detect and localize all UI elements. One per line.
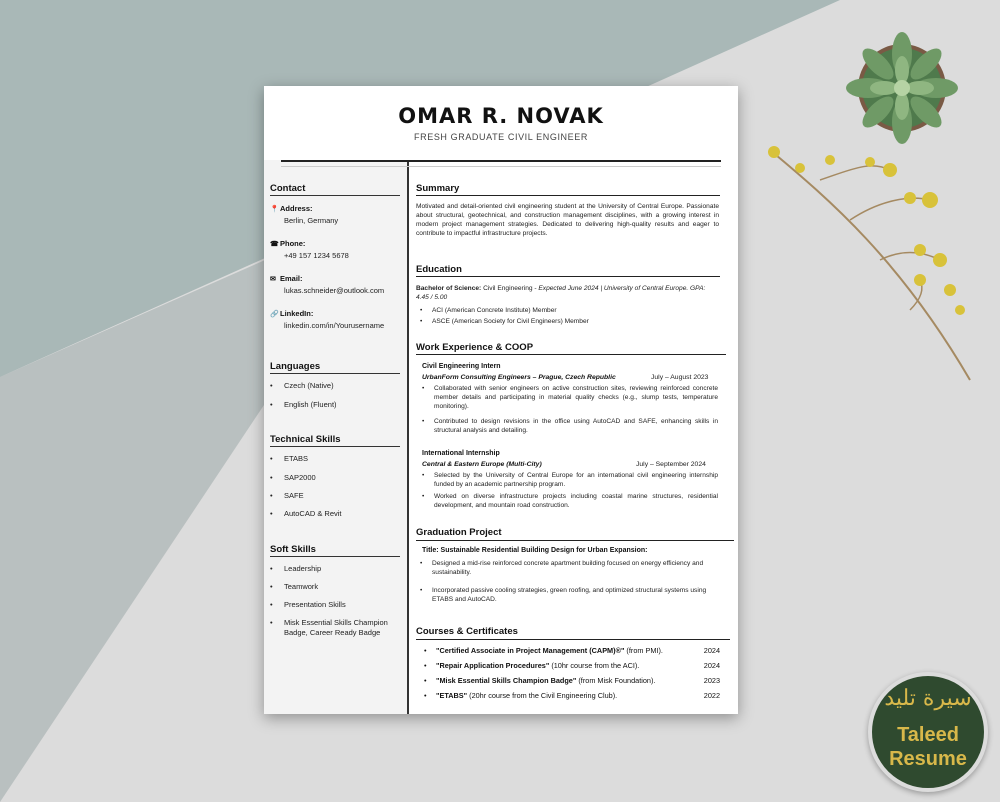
summary-heading: Summary: [416, 183, 460, 194]
email-value: lukas.schneider@outlook.com: [284, 286, 385, 295]
technical-skills-heading: Technical Skills: [270, 434, 341, 445]
map-pin-icon: 📍: [270, 206, 279, 213]
address-label: 📍Address:: [270, 204, 313, 213]
course-item: • "Misk Essential Skills Champion Badge" (from Misk Foundation). 2023: [424, 676, 720, 685]
resume-subtitle: FRESH GRADUATE CIVIL ENGINEER: [414, 132, 588, 142]
job-dates: July – September 2024: [636, 461, 706, 468]
education-heading: Education: [416, 264, 462, 275]
soft-skill-item: • Presentation Skills: [270, 600, 346, 609]
soft-skill-item: • Teamwork: [270, 582, 319, 591]
address-value: Berlin, Germany: [284, 216, 339, 225]
job-title: International Internship: [422, 450, 500, 457]
job-company: Central & Eastern Europe (Multi-City): [422, 461, 542, 468]
job-bullet: • Worked on diverse infrastructure projects including coastal marine structures, residential development, and mountain road construction.: [422, 493, 718, 509]
header-rule: [281, 160, 721, 162]
education-degree: Bachelor of Science: Civil Engineering - Expected June 2024 | University of Central Europe. GPA: 4.45 / 5.00: [416, 285, 706, 301]
logo-text-line2: Resume: [889, 748, 967, 770]
project-title: Title: Sustainable Residential Building Design for Urban Expansion:: [422, 547, 648, 554]
soft-rule: [270, 556, 400, 557]
course-item: • "Repair Application Procedures" (10hr course from the ACI). 2024: [424, 661, 720, 670]
project-bullet: • Designed a mid-rise reinforced concrete apartment building focused on energy efficiency and sustainability.: [420, 560, 704, 576]
soft-skill-item: • Misk Essential Skills Champion Badge, Career Ready Badge: [270, 618, 388, 637]
summary-text: Motivated and detail-oriented civil engineering student at the University of Central Europe. Passionate about structural, geotechnical, and construction management disciplines, with a growing interest in modern project management strategies. Dedicated to delivering high-quality results and eager to contribute to impactful infrastructure projects.: [416, 203, 719, 237]
course-item: • "Certified Associate in Project Management (CAPM)®" (from PMI). 2024: [424, 646, 720, 655]
vertical-divider: [407, 160, 409, 714]
succulent-plant-image: [842, 28, 962, 148]
summary-rule: [416, 195, 720, 196]
graduation-project-heading: Graduation Project: [416, 527, 502, 538]
header-rule-light: [281, 166, 721, 167]
courses-rule: [416, 639, 730, 640]
technical-skill-item: • SAFE: [270, 491, 304, 500]
envelope-icon: ✉: [270, 276, 276, 283]
project-bullet: • Incorporated passive cooling strategies, green roofing, and optimized structural systems using ETABS and AutoCAD.: [420, 587, 707, 603]
logo-text-line1: Taleed: [897, 724, 959, 746]
technical-skill-item: • ETABS: [270, 454, 309, 463]
language-item: • Czech (Native): [270, 381, 334, 390]
work-heading: Work Experience & COOP: [416, 342, 534, 353]
education-item: • ACI (American Concrete Institute) Member: [420, 307, 557, 314]
linkedin-value[interactable]: linkedin.com/in/Yourusername: [284, 321, 385, 330]
soft-skill-item: • Leadership: [270, 564, 322, 573]
resume-page: [264, 86, 738, 714]
phone-value: +49 157 1234 5678: [284, 251, 349, 260]
language-item: • English (Fluent): [270, 400, 337, 409]
soft-skills-heading: Soft Skills: [270, 544, 316, 555]
work-rule: [416, 354, 726, 355]
job-bullet: • Contributed to design revisions in the office using AutoCAD and SAFE, enhancing skills in structural analysis and detailing.: [422, 418, 718, 434]
phone-label: ☎Phone:: [270, 239, 306, 248]
languages-rule: [270, 373, 400, 374]
technical-skill-item: • AutoCAD & Revit: [270, 509, 342, 518]
linkedin-label: 🔗LinkedIn:: [270, 309, 314, 318]
phone-icon: ☎: [270, 241, 279, 248]
job-company: UrbanForm Consulting Engineers – Prague, Czech Republic: [422, 374, 616, 381]
course-item: • "ETABS" (20hr course from the Civil Engineering Club). 2022: [424, 691, 720, 700]
logo-arabic-text: سيرة تليد: [884, 686, 972, 711]
job-bullet: • Selected by the University of Central Europe for an international civil engineering internship funded by an academic partnership program.: [422, 472, 718, 488]
job-title: Civil Engineering Intern: [422, 363, 501, 370]
education-item: • ASCE (American Society for Civil Engineers) Member: [420, 318, 589, 325]
link-icon: 🔗: [270, 311, 279, 318]
job-dates: July – August 2023: [651, 374, 709, 381]
job-bullet: • Collaborated with senior engineers on active construction sites, reviewing reinforced concrete member details and participating in material quality checks (e.g., slump tests, temperature monitoring).: [422, 385, 718, 410]
project-rule: [416, 540, 734, 541]
email-label: ✉ Email:: [270, 274, 303, 283]
technical-skill-item: • SAP2000: [270, 473, 316, 482]
education-rule: [416, 276, 720, 277]
resume-name: OMAR R. NOVAK: [398, 104, 604, 128]
courses-heading: Courses & Certificates: [416, 626, 518, 637]
contact-rule: [270, 195, 400, 196]
taleed-resume-logo: [868, 672, 988, 792]
contact-heading: Contact: [270, 183, 306, 194]
yellow-flower-sprig-image: [760, 140, 990, 390]
technical-rule: [270, 446, 400, 447]
languages-heading: Languages: [270, 361, 321, 372]
